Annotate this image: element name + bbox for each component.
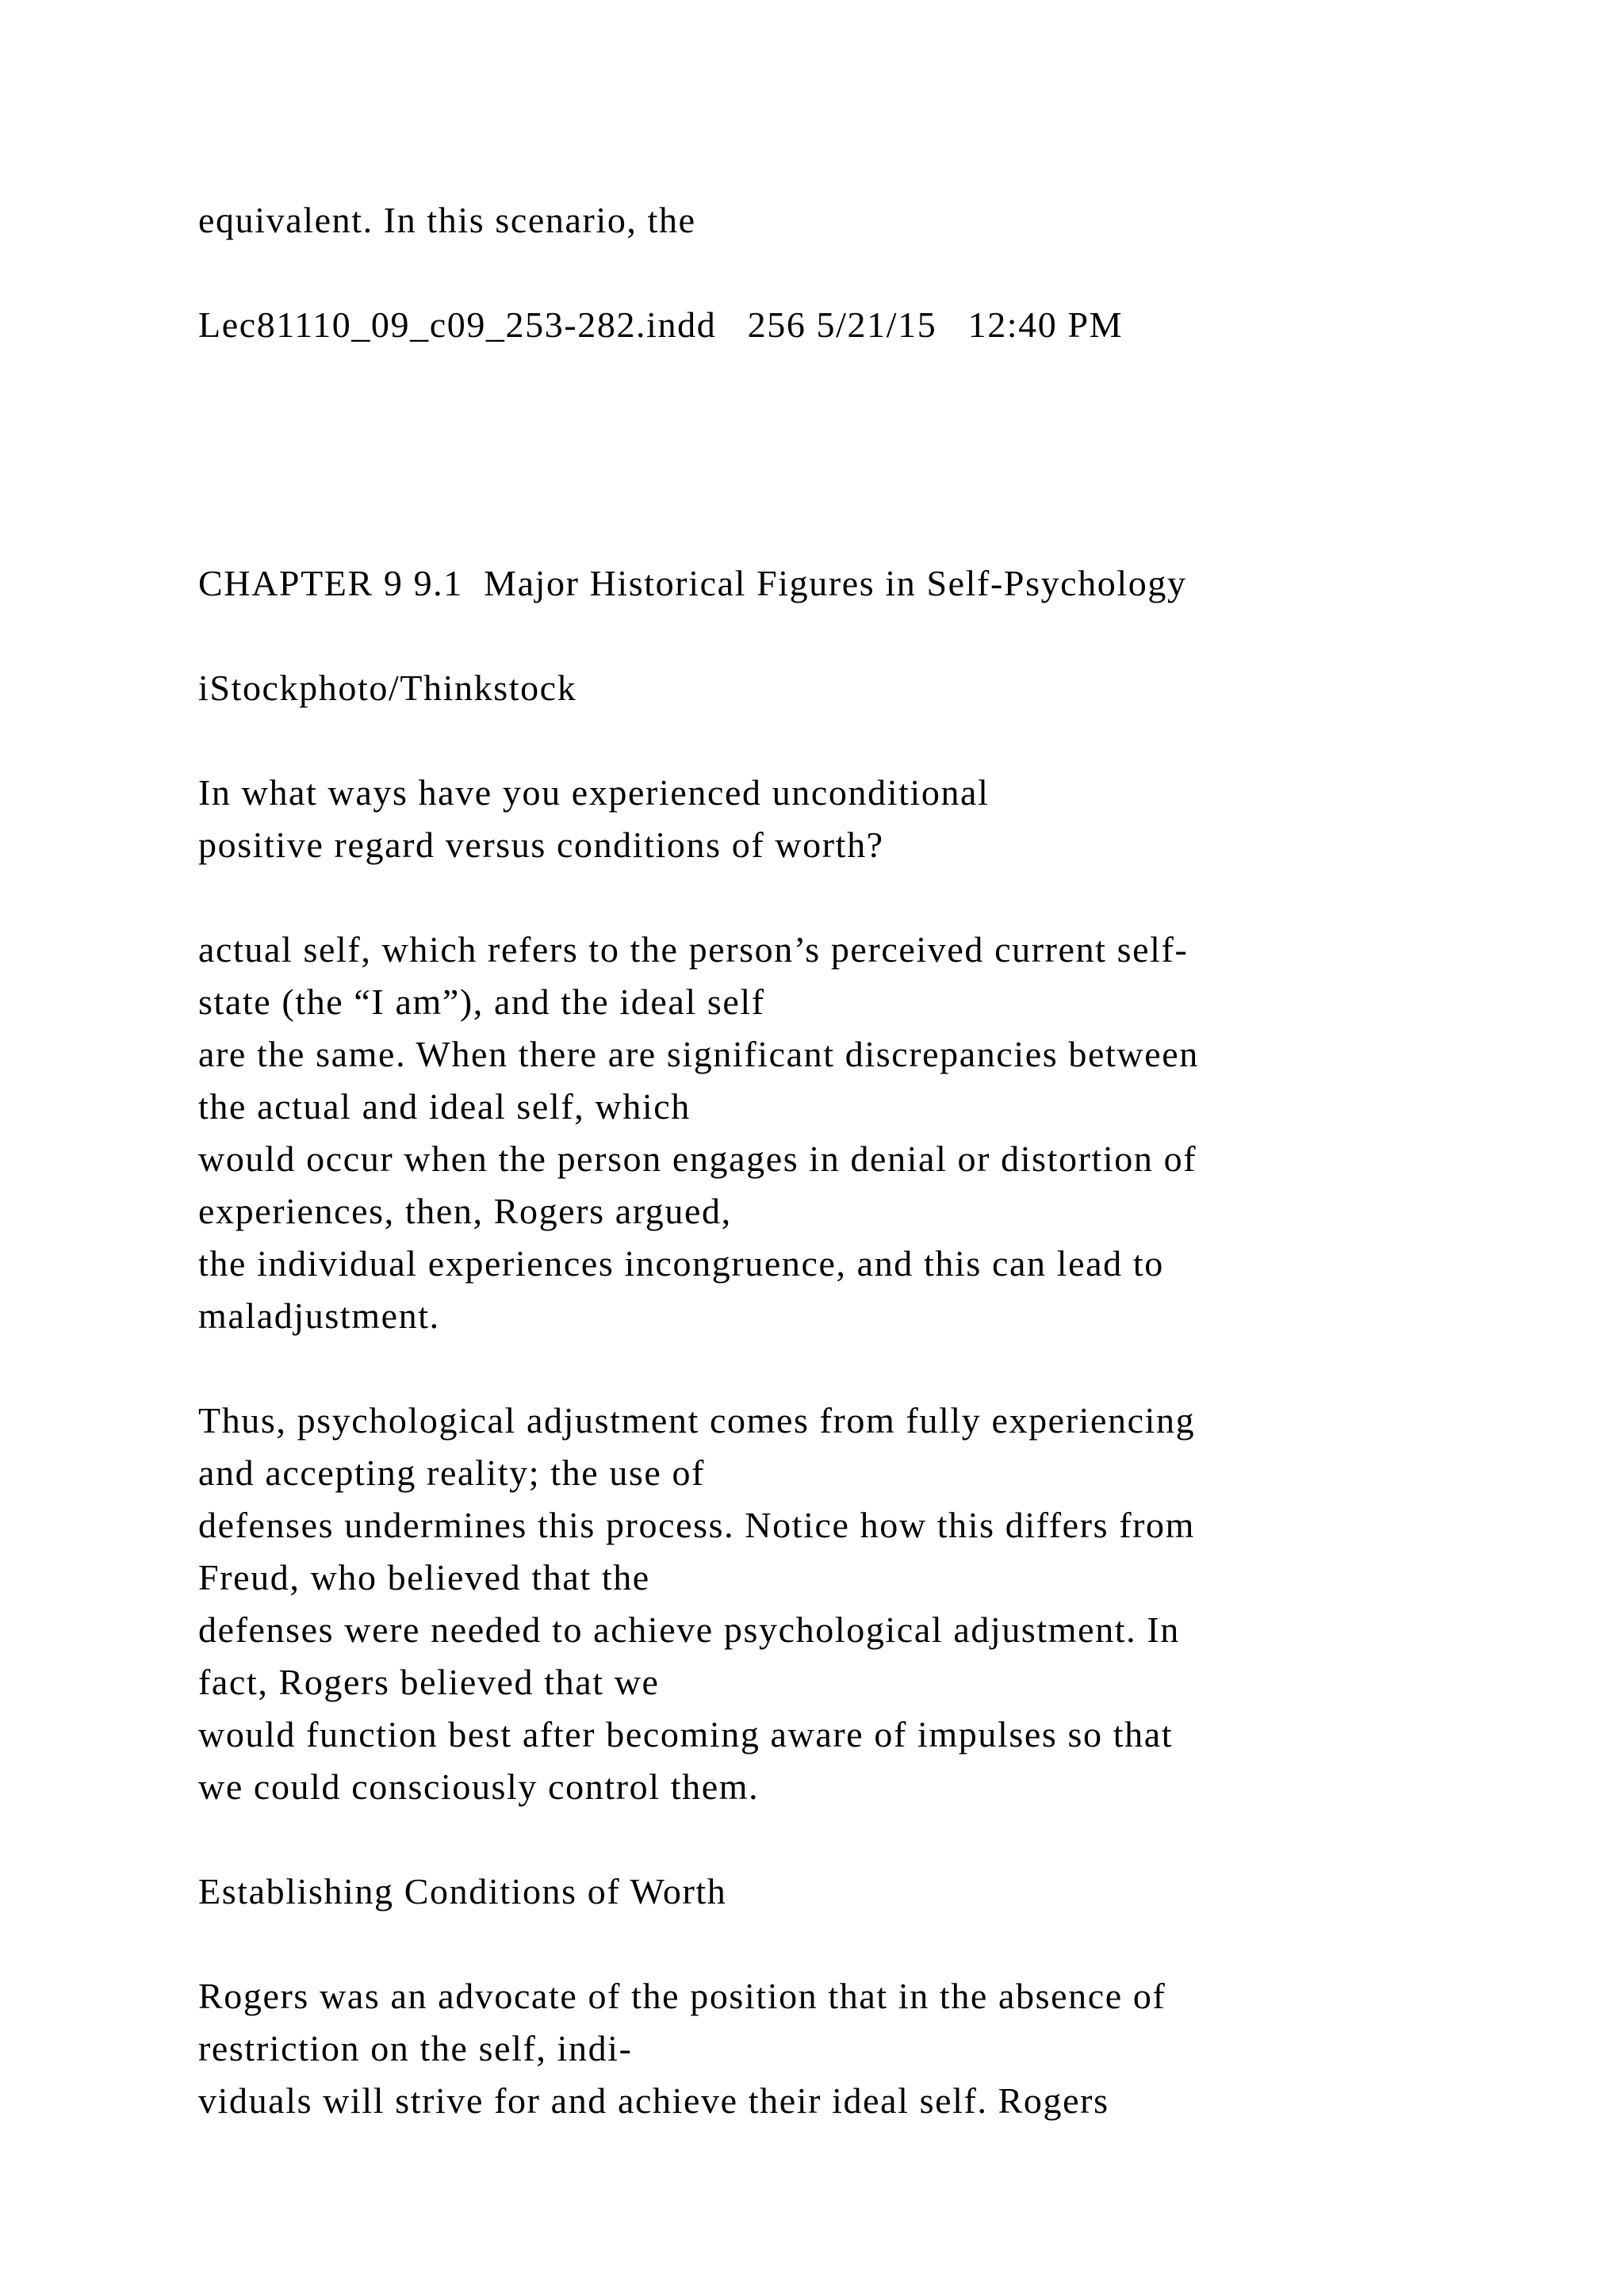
text-line: the individual experiences incongruence, and this can lead to <box>198 1243 1164 1284</box>
text-line: maladjustment. <box>198 1295 440 1336</box>
text-line: experiences, then, Rogers argued, <box>198 1191 732 1231</box>
text-line: state (the “I am”), and the ideal self <box>198 982 765 1022</box>
text-line: would function best after becoming aware of impulses so that <box>198 1714 1174 1755</box>
spacer <box>198 247 1562 299</box>
text-line: actual self, which refers to the person’s perceived current self- <box>198 929 1189 970</box>
spacer <box>198 1342 1562 1395</box>
text-line: would occur when the person engages in denial or distortion of <box>198 1138 1197 1179</box>
text-line: and accepting reality; the use of <box>198 1452 706 1493</box>
text-line: defenses were needed to achieve psychological adjustment. In <box>198 1609 1180 1650</box>
text-line: we could consciously control them. <box>198 1766 760 1807</box>
spacer <box>198 714 1562 767</box>
text-line: defenses undermines this process. Notice how this differs from <box>198 1505 1196 1545</box>
paragraph-adjustment <box>198 1395 1562 1813</box>
photo-credit: iStockphoto/Thinkstock <box>198 668 577 708</box>
image-caption <box>198 767 1562 871</box>
text-line: Thus, psychological adjustment comes from fully experiencing <box>198 1400 1196 1441</box>
spacer <box>198 1813 1562 1866</box>
text-line: are the same. When there are significant discrepancies between <box>198 1034 1199 1074</box>
spacer <box>198 351 1562 557</box>
text-line: the actual and ideal self, which <box>198 1086 691 1127</box>
text-line: restriction on the self, indi- <box>198 2028 633 2068</box>
paragraph-rogers-advocate <box>198 1970 1562 2127</box>
caption-line: In what ways have you experienced unconditional <box>198 772 990 813</box>
spacer <box>198 1918 1562 1970</box>
section-heading: Establishing Conditions of Worth <box>198 1871 727 1911</box>
paragraph-fragment: equivalent. In this scenario, the <box>198 200 696 240</box>
text-line: fact, Rogers believed that we <box>198 1662 660 1702</box>
caption-line: positive regard versus conditions of worth? <box>198 825 884 865</box>
chapter-heading: CHAPTER 9 9.1 Major Historical Figures in Self-Psychology <box>198 563 1187 603</box>
spacer <box>198 610 1562 662</box>
text-line: viduals will strive for and achieve their ideal self. Rogers <box>198 2080 1109 2121</box>
file-info-line: Lec81110_09_c09_253-282.indd 256 5/21/15 12:40 PM <box>198 304 1124 345</box>
document-body <box>198 194 1562 2127</box>
paragraph-actual-self <box>198 924 1562 1342</box>
spacer <box>198 871 1562 924</box>
text-line: Freud, who believed that the <box>198 1557 650 1598</box>
text-line: Rogers was an advocate of the position that in the absence of <box>198 1976 1166 2016</box>
